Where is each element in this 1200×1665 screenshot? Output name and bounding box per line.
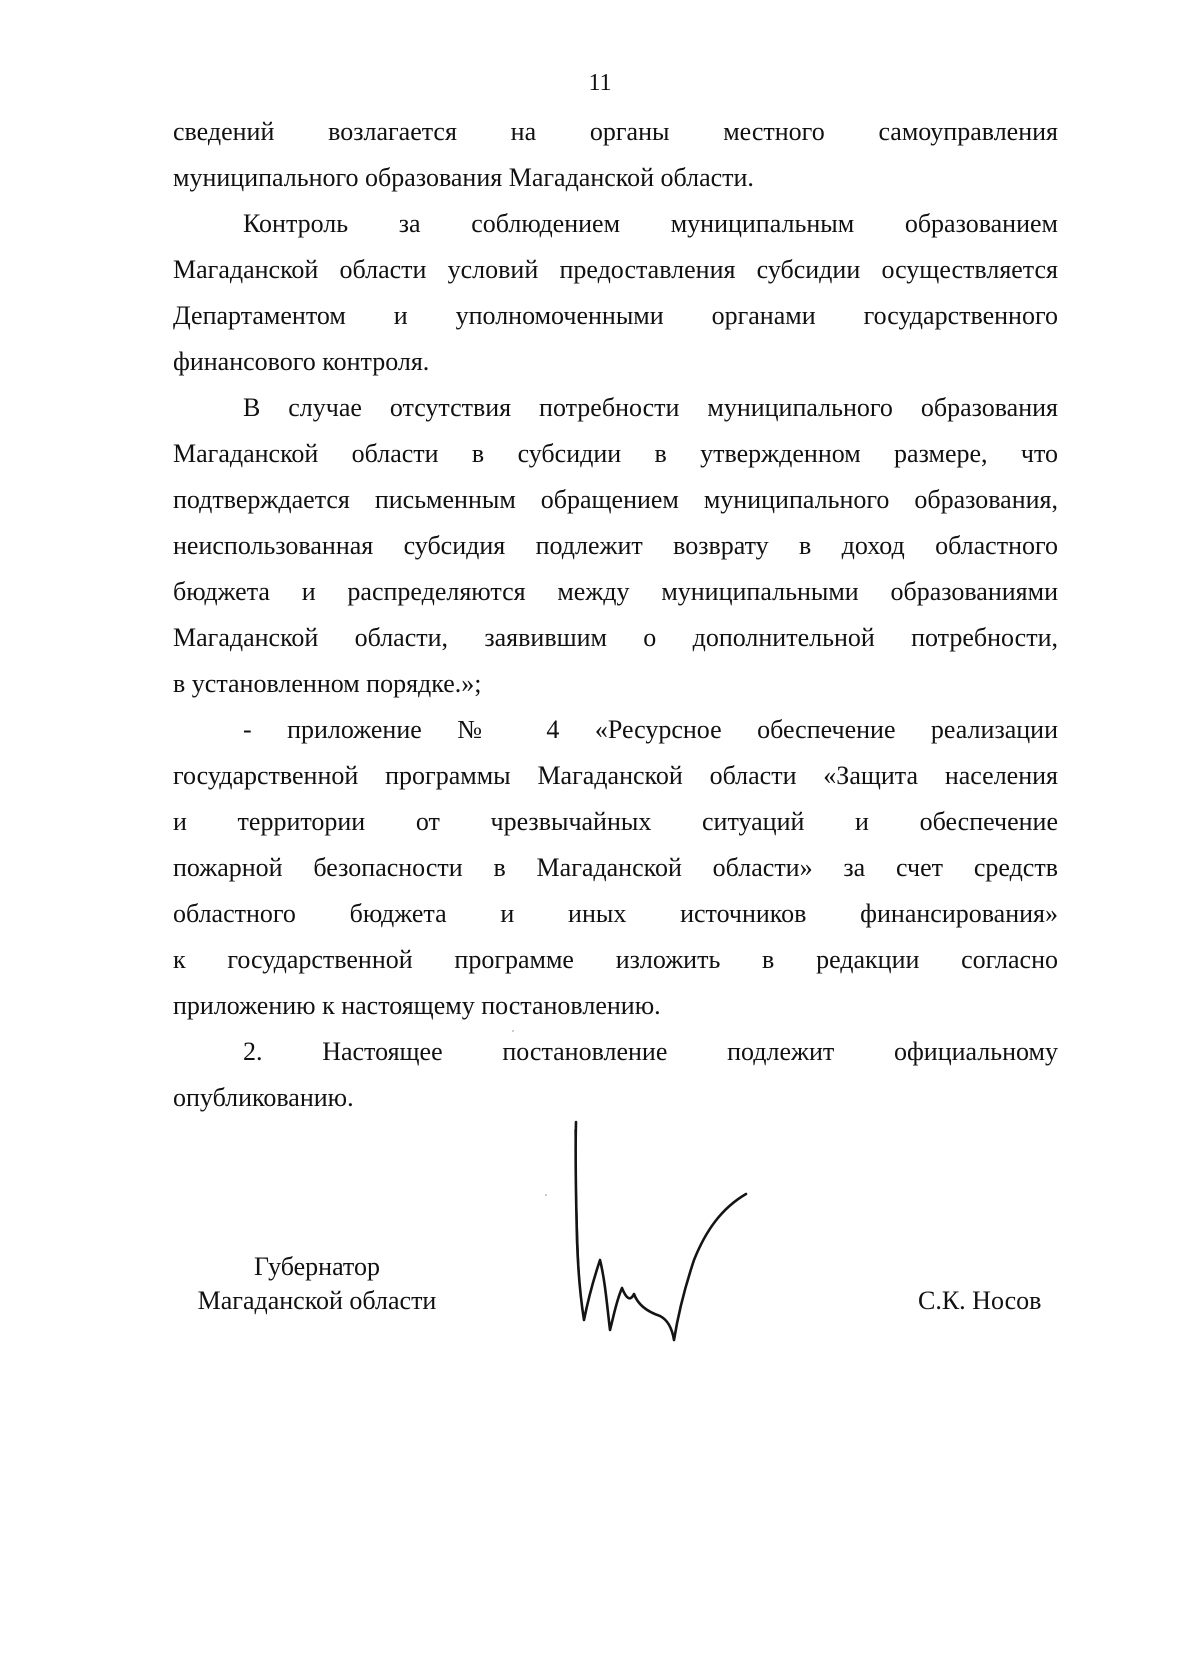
- text-line: Контроль за соблюдением муниципальным образованием: [243, 209, 1058, 238]
- text-line: пожарной безопасности в Магаданской области» за счет средств: [173, 853, 1058, 882]
- text-line: финансового контроля.: [173, 347, 430, 376]
- signatory-name: С.К. Носов: [918, 1286, 1042, 1315]
- paragraph-5: [173, 1029, 1058, 1121]
- paragraph-1: [173, 109, 1058, 201]
- scan-speck: [512, 1030, 514, 1032]
- text-line: сведений возлагается на органы местного самоуправления: [173, 117, 1058, 146]
- text-line: государственной программы Магаданской области «Защита населения: [173, 761, 1058, 790]
- page-number: 11: [588, 70, 612, 96]
- signatory-title: [182, 1250, 452, 1318]
- paragraph-2: [173, 201, 1058, 385]
- text-line: Департаментом и уполномоченными органами государственного: [173, 301, 1058, 330]
- text-line: Магаданской области условий предоставления субсидии осуществляется: [173, 255, 1058, 284]
- document-body: [173, 109, 1058, 1121]
- text-line: неиспользованная субсидия подлежит возврату в доход областного: [173, 531, 1058, 560]
- text-line: В случае отсутствия потребности муниципального образования: [243, 393, 1058, 422]
- text-line: опубликованию.: [173, 1083, 354, 1112]
- text-line: 2. Настоящее постановление подлежит официальному: [243, 1037, 1058, 1066]
- text-line: - приложение № 4 «Ресурсное обеспечение реализации: [243, 715, 1058, 744]
- text-line: и территории от чрезвычайных ситуаций и обеспечение: [173, 807, 1058, 836]
- text-line: в установленном порядке.»;: [173, 669, 482, 698]
- scan-speck: [545, 1194, 547, 1196]
- text-line: муниципального образования Магаданской области.: [173, 163, 754, 192]
- text-line: подтверждается письменным обращением муниципального образования,: [173, 485, 1058, 514]
- text-line: бюджета и распределяются между муниципальными образованиями: [173, 577, 1058, 606]
- text-line: Магаданской области в субсидии в утвержденном размере, что: [173, 439, 1058, 468]
- text-line: к государственной программе изложить в редакции согласно: [173, 945, 1058, 974]
- signature-block: [0, 1250, 1200, 1370]
- paragraph-3: [173, 385, 1058, 707]
- text-line: приложению к настоящему постановлению.: [173, 991, 661, 1020]
- paragraph-4: [173, 707, 1058, 1029]
- text-line: Магаданской области, заявившим о дополнительной потребности,: [173, 623, 1058, 652]
- text-line: областного бюджета и иных источников финансирования»: [173, 899, 1058, 928]
- signatory-title-line: Магаданской области: [197, 1286, 437, 1315]
- signatory-title-line: Губернатор: [254, 1252, 380, 1281]
